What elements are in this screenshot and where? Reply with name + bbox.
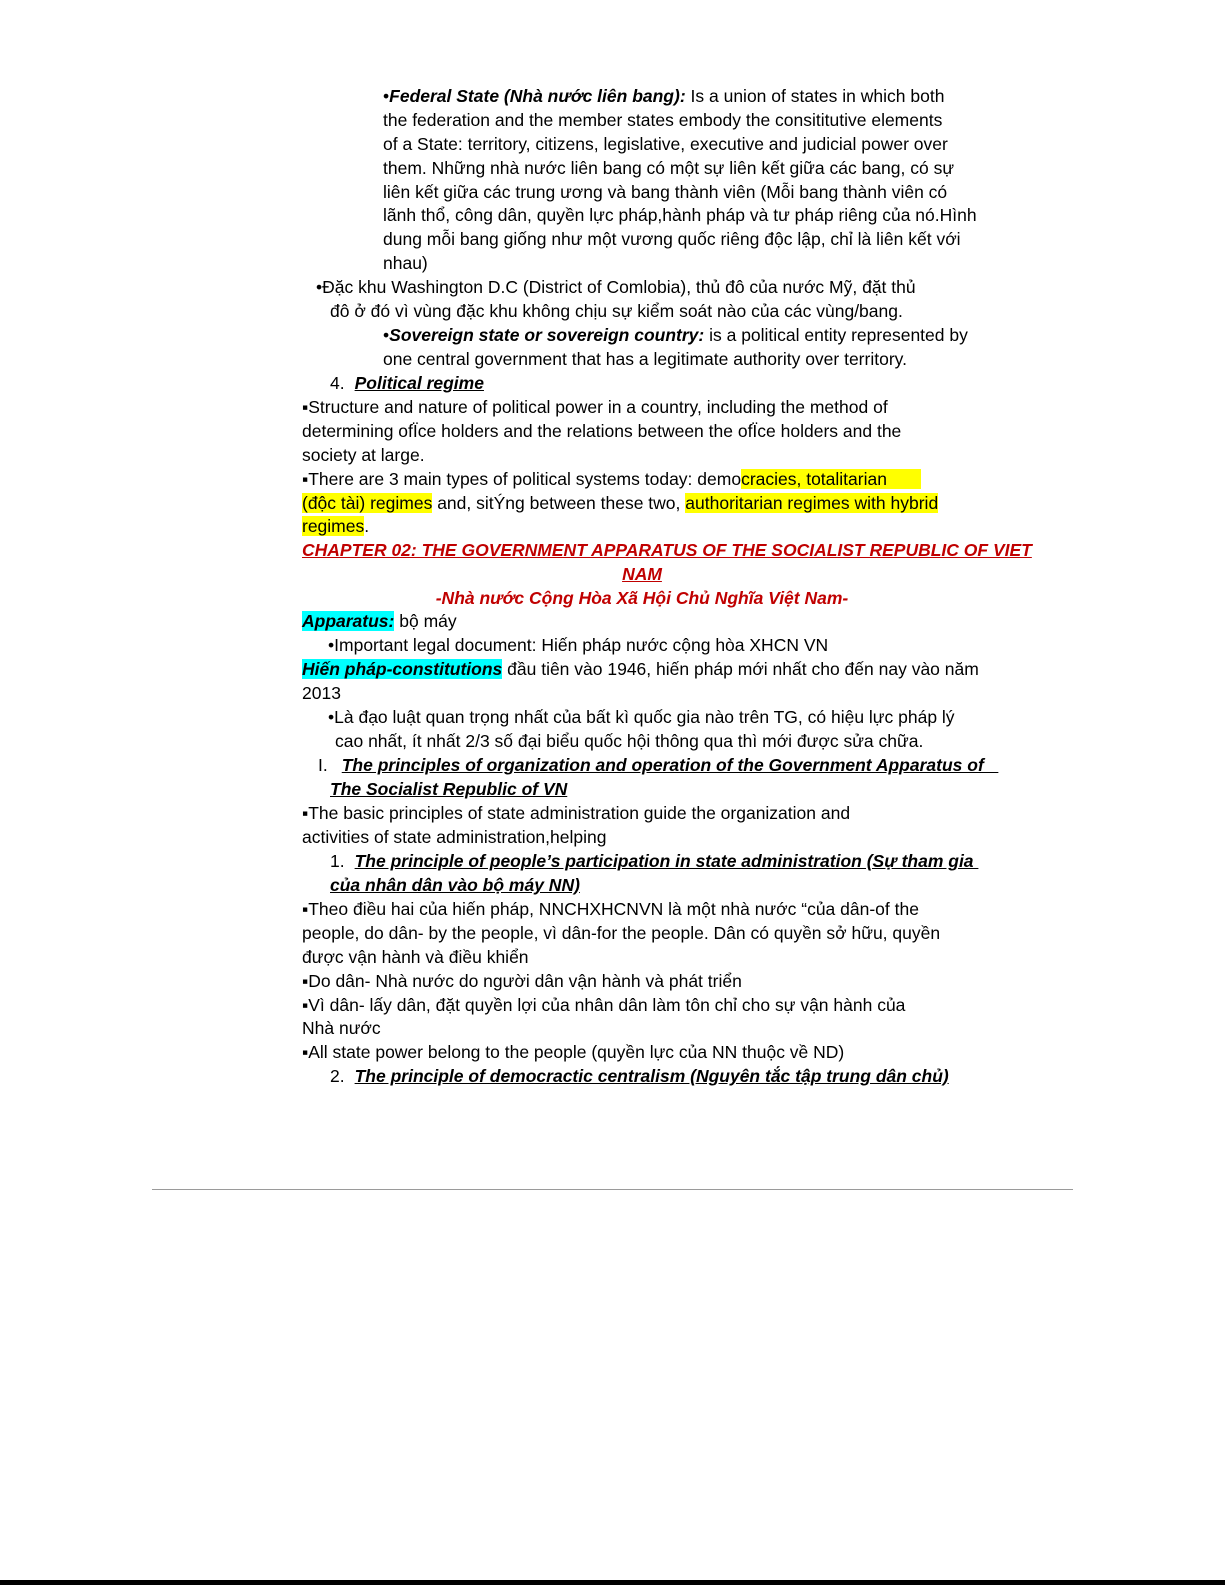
text-line: people, do dân- by the people, vì dân-for the people. Dân có quyền sở hữu, quyền xyxy=(302,922,941,943)
text-line: the federation and the member states embody the consititutive elements xyxy=(383,109,943,130)
bullet-square: ▪ xyxy=(302,1042,309,1063)
constitution-term: Hiến pháp-constitutions xyxy=(302,659,503,679)
text-line: đầu tiên vào 1946, hiến pháp mới nhất cho đến nay vào năm xyxy=(502,659,979,679)
bullet-square: ▪ xyxy=(302,970,309,991)
sovereign-term: Sovereign state or sovereign country: xyxy=(389,325,705,345)
political-regime-body xyxy=(302,396,938,539)
text-line: Là đạo luật quan trọng nhất của bất kì quốc gia nào trên TG, có hiệu lực pháp lý xyxy=(334,707,955,727)
bullet-square: ▪ xyxy=(302,994,309,1015)
text-line: them. Những nhà nước liên bang có một sự liên kết giữa các bang, có sự xyxy=(383,157,955,178)
text-line: The basic principles of state administration guide the organization and xyxy=(308,803,851,823)
principle-2-heading xyxy=(330,1065,949,1089)
text-line: bộ máy xyxy=(394,611,457,631)
text-line: nhau) xyxy=(383,253,428,274)
chapter-title-line-2: NAM xyxy=(622,563,662,584)
constitution-bullet xyxy=(328,706,955,754)
text-line: Vì dân- lấy dân, đặt quyền lợi của nhân dân làm tôn chỉ cho sự vận hành của xyxy=(308,994,906,1015)
sovereign-text: is a political entity represented by xyxy=(704,325,968,345)
dc-paragraph xyxy=(316,276,916,324)
principle-1-title-line-2: của nhân dân vào bộ máy NN) xyxy=(330,874,580,895)
text-line: determining ofÏce holders and the relations between the ofÏce holders and the xyxy=(302,420,902,441)
chapter-subtitle: -Nhà nước Cộng Hòa Xã Hội Chủ Nghĩa Việt Nam- xyxy=(435,587,849,608)
list-number: 4. xyxy=(330,373,345,393)
text-line: Important legal document: Hiến pháp nước cộng hòa XHCN VN xyxy=(334,635,829,655)
section-1-body xyxy=(302,802,850,850)
bullet-dot: • xyxy=(383,325,390,345)
text-line: activities of state administration,helping xyxy=(302,826,607,847)
list-number: 2. xyxy=(330,1066,345,1086)
bullet-square: ▪ xyxy=(302,468,309,489)
highlighted-text: cracies, totalitarian xyxy=(741,468,921,489)
principle-1-heading xyxy=(330,850,978,898)
bullet-dot: • xyxy=(383,86,390,106)
page-divider xyxy=(152,1189,1073,1190)
text-line: All state power belong to the people (quyền lực của NN thuộc về ND) xyxy=(308,1042,845,1063)
text-line: and, sitÝng between these two, xyxy=(432,492,686,513)
text-line: society at large. xyxy=(302,444,425,465)
dc-line-2: đô ở đó vì vùng đặc khu không chịu sự kiểm soát nào của các vùng/bang. xyxy=(330,300,903,321)
chapter-title-line-1: CHAPTER 02: THE GOVERNMENT APPARATUS OF THE SOCIALIST REPUBLIC OF VIET xyxy=(302,540,1032,560)
text-line: liên kết giữa các trung ương và bang thành viên (Mỗi bang thành viên có xyxy=(383,181,948,202)
sovereign-paragraph xyxy=(383,324,968,372)
text-line: Structure and nature of political power in a country, including the method of xyxy=(308,397,888,417)
political-regime-heading xyxy=(330,372,484,396)
list-number: I. xyxy=(318,755,328,775)
text-line: Nhà nước xyxy=(302,1018,381,1039)
highlighted-text: (độc tài) regimes xyxy=(302,492,433,513)
section-1-title: The principles of organization and operation of the Government Apparatus of xyxy=(341,755,999,775)
bullet-dot: • xyxy=(328,635,335,655)
bullet-square: ▪ xyxy=(302,803,309,823)
federal-state-paragraph xyxy=(383,85,977,276)
principle-1-body xyxy=(302,898,940,1065)
bullet-square: ▪ xyxy=(302,899,309,919)
text-line: lãnh thổ, công dân, quyền lực pháp,hành pháp và tư pháp riêng của nó.Hình xyxy=(383,205,977,226)
apparatus-term: Apparatus: xyxy=(302,611,395,631)
sovereign-line-2: one central government that has a legitimate authority over territory. xyxy=(383,348,907,369)
text-line: 2013 xyxy=(302,682,341,703)
constitution-paragraph xyxy=(302,658,979,706)
federal-state-text: Is a union of states in which both xyxy=(685,86,945,106)
text-line: Do dân- Nhà nước do người dân vận hành và phát triển xyxy=(308,970,742,991)
principle-2-title: The principle of democractic centralism (Nguyên tắc tập trung dân chủ) xyxy=(354,1066,949,1086)
bullet-dot: • xyxy=(316,277,323,297)
text-line: cao nhất, ít nhất 2/3 số đại biểu quốc hội thông qua thì mới được sửa chữa. xyxy=(335,730,924,751)
list-number: 1. xyxy=(330,851,345,871)
highlighted-text: regimes xyxy=(302,516,365,537)
section-1-title-line-2: The Socialist Republic of VN xyxy=(330,778,568,799)
political-regime-title: Political regime xyxy=(354,373,484,393)
bullet-square: ▪ xyxy=(302,397,309,417)
legal-document-item xyxy=(328,634,828,658)
text-line: of a State: territory, citizens, legislative, executive and judicial power over xyxy=(383,133,948,154)
bottom-edge-bar xyxy=(0,1580,1225,1585)
chapter-heading xyxy=(302,539,1032,611)
text-line: There are 3 main types of political systems today: demo xyxy=(308,468,742,489)
text-line: dung mỗi bang giống như một vương quốc riêng độc lập, chỉ là liên kết với xyxy=(383,229,961,250)
section-1-heading xyxy=(318,754,998,802)
dc-line-1: Đặc khu Washington D.C (District of Comlobia), thủ đô của nước Mỹ, đặt thủ xyxy=(322,277,916,297)
text-line: . xyxy=(364,516,370,537)
federal-state-term: Federal State (Nhà nước liên bang): xyxy=(389,86,686,106)
apparatus-definition xyxy=(302,610,457,634)
text-line: được vận hành và điều khiển xyxy=(302,946,529,967)
text-line: Theo điều hai của hiến pháp, NNCHXHCNVN là một nhà nước “của dân-of the xyxy=(308,899,919,919)
principle-1-title: The principle of people’s participation in state administration (Sự tham gia xyxy=(354,851,979,871)
highlighted-text: authoritarian regimes with hybrid xyxy=(685,492,939,513)
bullet-dot: • xyxy=(328,707,335,727)
